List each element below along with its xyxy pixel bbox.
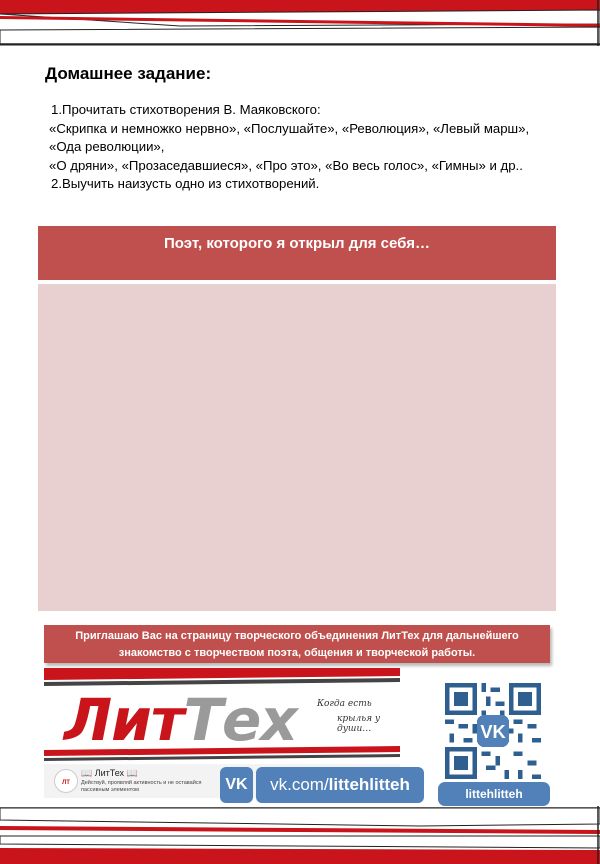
svg-text:VK: VK [480,720,506,742]
homework-line-4: 2.Выучить наизусть одно из стихотворений. [51,176,320,192]
littech-logo-text [64,686,297,754]
vk-icon: VK [220,767,253,803]
homework-line-2: «Скрипка и немножко нервно», «Послушайте», «Революция», «Левый марш», «Ода революции», [49,120,530,155]
homework-line-3: «О дряни», «Прозаседавшиеся», «Про это», «Во весь голос», «Гимны» и др.. [49,157,523,173]
qr-label: littehlitteh [438,782,550,806]
logo-part-teh: Тех [183,686,297,754]
slogan-line-2: крылья у души… [337,714,381,734]
homework-title: Домашнее задание: [45,64,212,83]
bottom-ribbon [0,806,600,864]
vk-url[interactable] [256,767,424,803]
svg-text:ЛТ: ЛТ [62,780,70,786]
slogan-line-1: Когда есть [317,699,372,709]
poet-table-heading: Поэт, которого я открыл для себя… [38,226,556,280]
homework-body [51,101,541,194]
littech-logo-area [44,668,400,764]
group-avatar [54,769,78,793]
vk-url-prefix: vk.com/ [270,775,329,794]
group-description: Действуй, проявляй активность и не оставайся пассивным элементом [81,780,202,793]
logo-part-lit: Лит [64,686,184,754]
vk-url-name: littehlitteh [328,775,410,794]
group-name: 📖 ЛитТех 📖 [81,768,138,778]
qr-code-icon[interactable] [445,683,541,779]
homework-line-1: 1.Прочитать стихотворения В. Маяковского: [51,102,321,117]
top-ribbon [0,0,600,46]
invite-banner: Приглашаю Вас на страницу творческого объединения ЛитТех для дальнейшего знакомство с творчеством поэта, общения и творческой работы. [44,625,550,663]
vk-link-button[interactable] [220,767,424,803]
poet-table-answer-cell[interactable] [38,284,556,611]
